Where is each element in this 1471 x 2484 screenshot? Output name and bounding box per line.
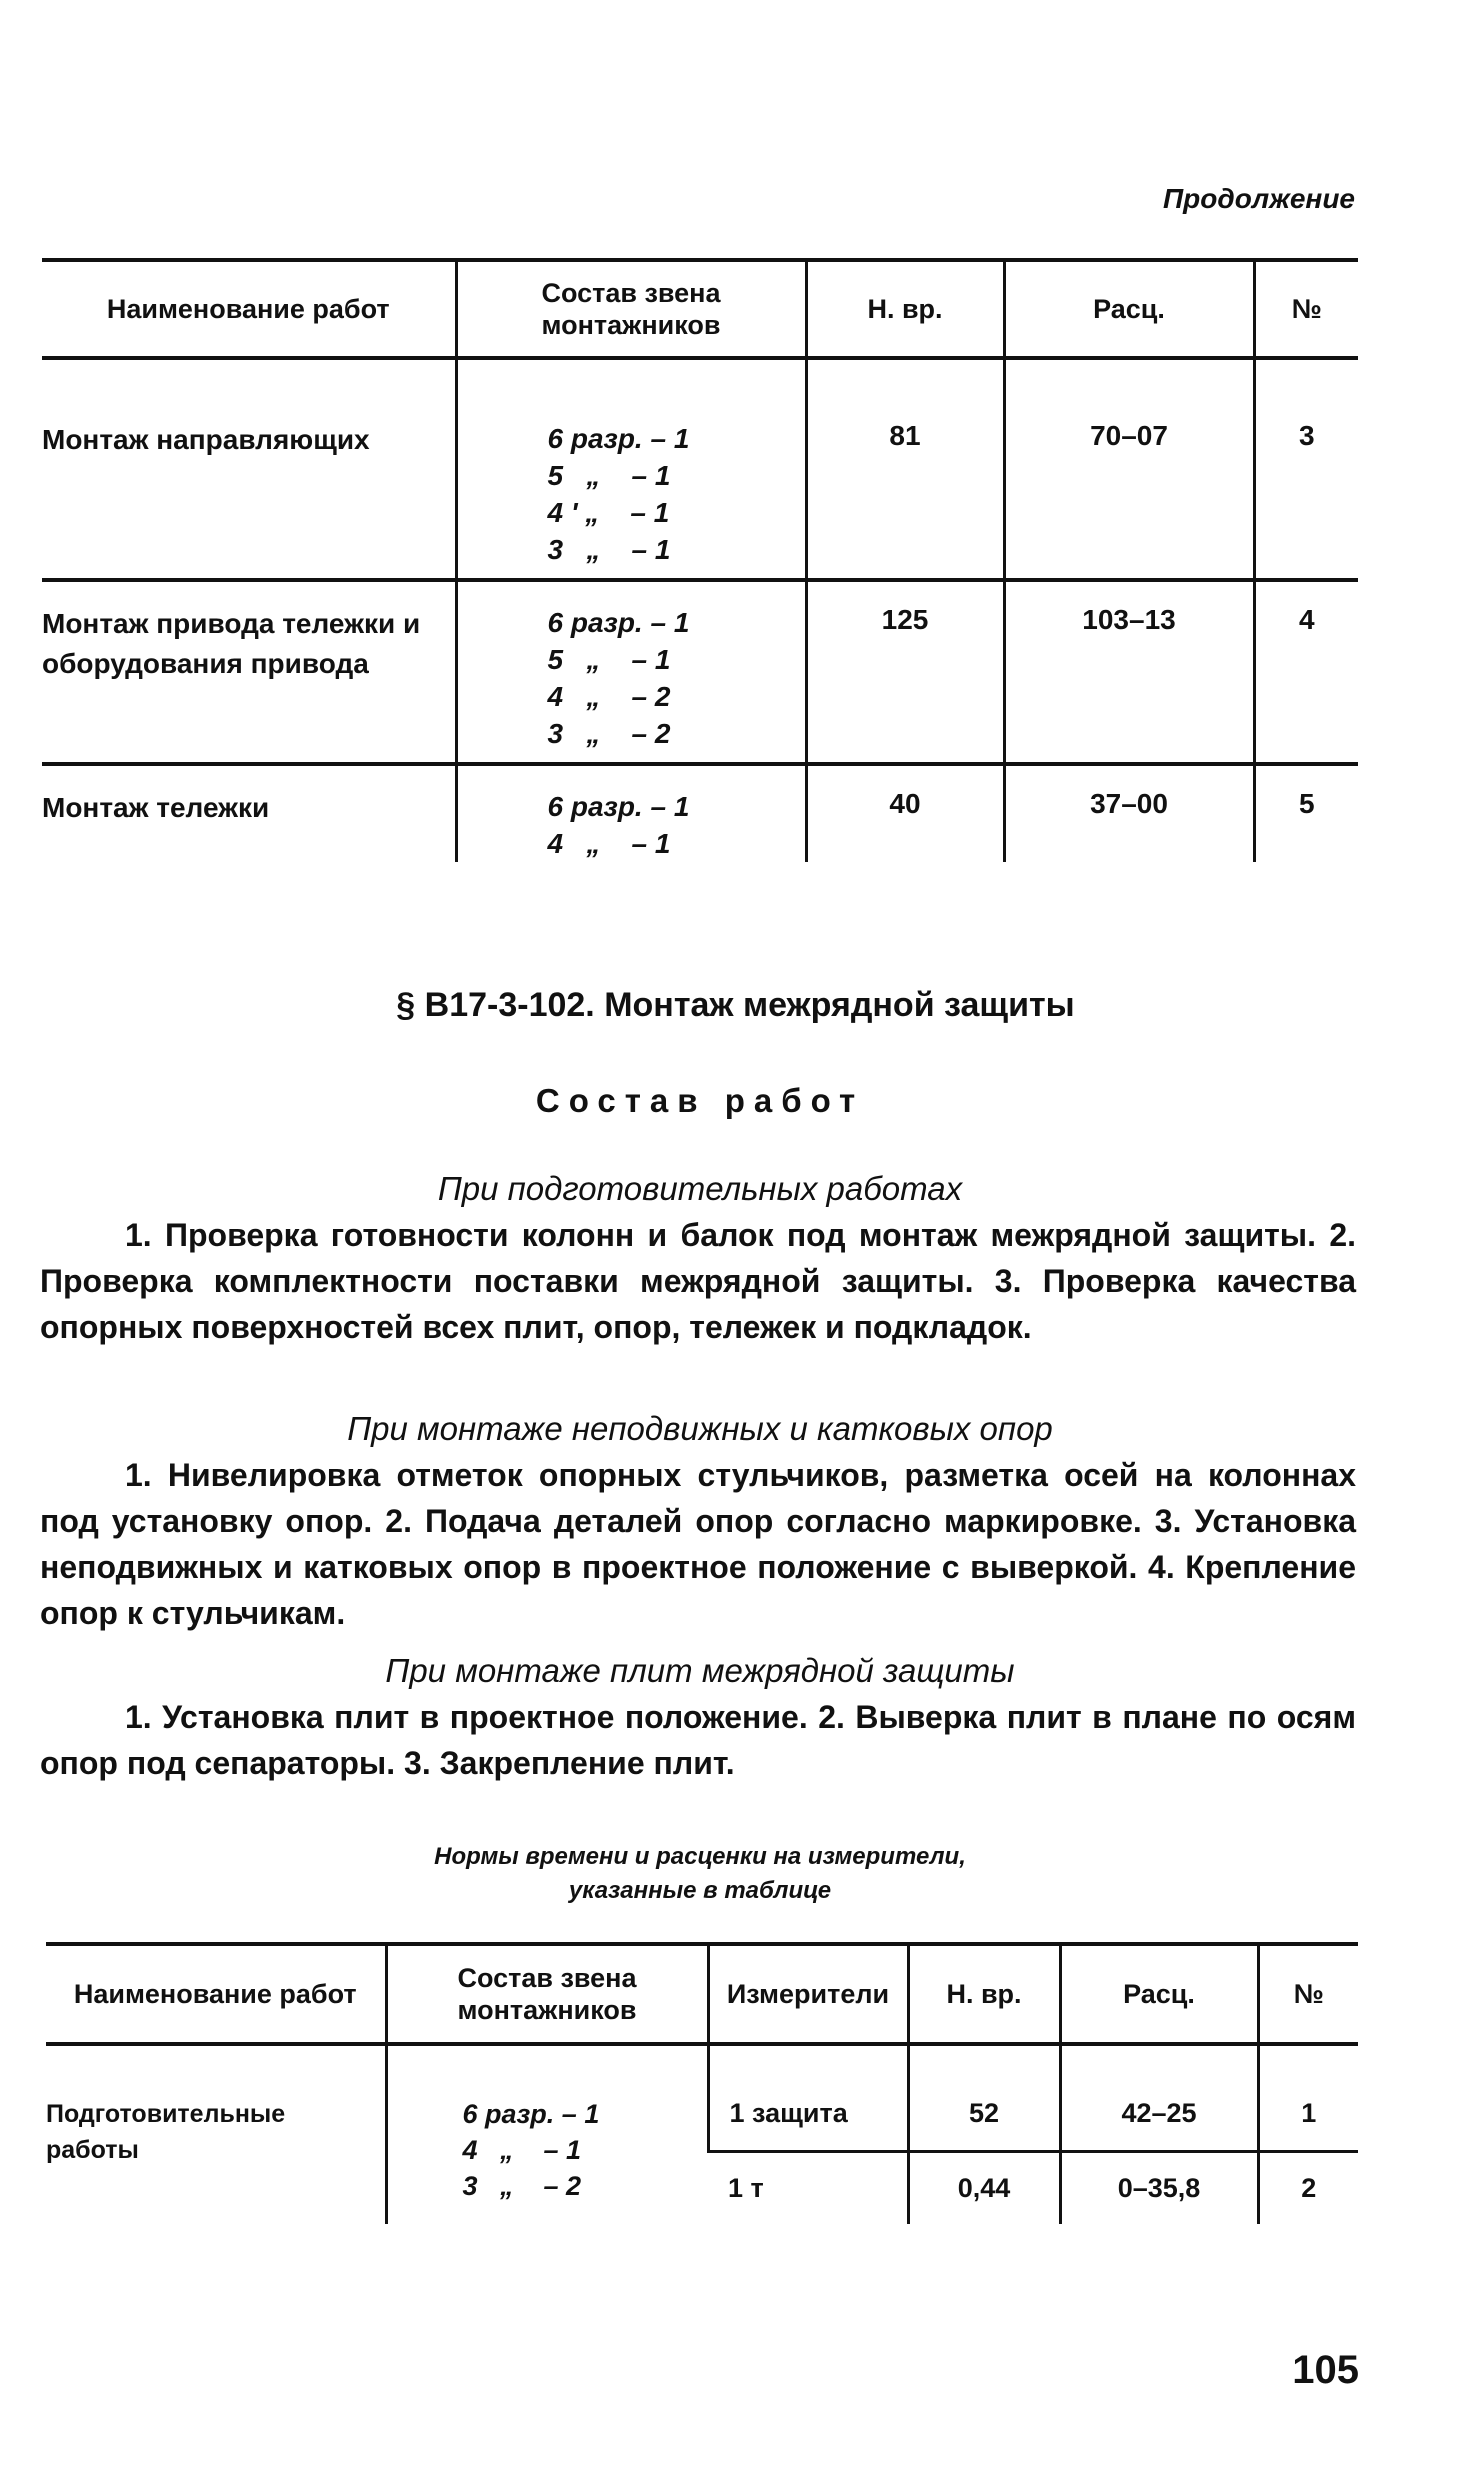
- table-row: [46, 2044, 1358, 2152]
- time-norm: 125: [806, 580, 1004, 764]
- crew-line: 6 разр. – 1: [547, 423, 690, 454]
- block-heading: При монтаже плит межрядной защиты: [385, 1652, 1015, 1689]
- block-heading: При монтаже неподвижных и катковых опор: [347, 1410, 1053, 1447]
- header-no: №: [1254, 260, 1358, 358]
- rate: 70–07: [1004, 358, 1254, 580]
- crew-line: 6 разр. – 1: [547, 791, 690, 822]
- continuation-label: Продолжение: [1163, 183, 1355, 214]
- header-crew: Состав звена монтажников: [386, 1944, 708, 2044]
- header-name: Наименование работ: [106, 294, 390, 324]
- time-norm: 40: [806, 764, 1004, 862]
- crew-composition: [386, 2044, 708, 2224]
- norms-caption-line: Нормы времени и расценки на измерители,: [434, 1843, 966, 1870]
- norms-caption-line: указанные в таблице: [568, 1877, 832, 1904]
- crew-line: 4 „ – 1: [462, 2135, 582, 2165]
- table-row: [42, 358, 1358, 580]
- header-no: №: [1258, 1944, 1358, 2044]
- measure-unit: 1 защита: [708, 2044, 908, 2152]
- table-row: [42, 580, 1358, 764]
- work-name: Подготовительные работы: [46, 2100, 286, 2164]
- block-heading: При подготовительных работах: [437, 1170, 963, 1207]
- row-number: 5: [1254, 764, 1358, 862]
- row-number: 1: [1258, 2044, 1358, 2152]
- rate: 37–00: [1004, 764, 1254, 862]
- crew-composition: [456, 358, 806, 580]
- header-norm: Н. вр.: [806, 260, 1004, 358]
- time-norm: 81: [806, 358, 1004, 580]
- header-name: Наименование работ: [73, 1979, 357, 2009]
- crew-line: 5 „ – 1: [547, 460, 671, 491]
- time-norm: 0,44: [908, 2152, 1060, 2224]
- crew-line: 3 „ – 2: [547, 718, 671, 749]
- crew-line: 3 „ – 2: [462, 2171, 582, 2201]
- row-number: 3: [1254, 358, 1358, 580]
- table-header-row: [42, 260, 1358, 358]
- section-title: § В17-3-102. Монтаж межрядной защиты: [396, 986, 1075, 1024]
- crew-line: 4 „ – 2: [547, 681, 671, 712]
- header-measures: Измерители: [708, 1944, 908, 2044]
- block-text: 1. Проверка готовности колонн и балок под монтаж межрядной защиты. 2. Проверка комплектности поставки межрядной защиты. 3. Проверка качества опорных поверхностей всех плит, опор, тележек и подкладок.: [40, 1217, 1356, 1345]
- crew-line: 6 разр. – 1: [547, 607, 690, 638]
- composition-title: Состав работ: [535, 1082, 865, 1119]
- works-table-continued: [42, 258, 1358, 862]
- work-name: Монтаж направляющих: [42, 424, 370, 455]
- row-number: 4: [1254, 580, 1358, 764]
- crew-line: 3 „ – 1: [547, 534, 671, 565]
- crew-composition: [456, 764, 806, 862]
- work-name: Монтаж привода тележки и оборудования привода: [42, 608, 421, 679]
- norms-table: [46, 1942, 1358, 2224]
- rate: 0–35,8: [1060, 2152, 1258, 2224]
- header-rate: Расц.: [1060, 1944, 1258, 2044]
- block-text: 1. Нивелировка отметок опорных стульчиков, разметка осей на колоннах под установку опор. 2. Подача деталей опор согласно маркировке. 3. Установка неподвижных и катковых опор в проектное положение с выверкой. 4. Крепление опор к стульчикам.: [40, 1457, 1356, 1631]
- time-norm: 52: [908, 2044, 1060, 2152]
- work-name: Монтаж тележки: [42, 792, 270, 823]
- row-number: 2: [1258, 2152, 1358, 2224]
- crew-line: 6 разр. – 1: [462, 2099, 600, 2129]
- page-number: 105: [1292, 2348, 1359, 2392]
- rate: 103–13: [1004, 580, 1254, 764]
- norms-caption: [0, 1840, 1400, 1908]
- rate: 42–25: [1060, 2044, 1258, 2152]
- table-row: [42, 764, 1358, 862]
- table-header-row: [46, 1944, 1358, 2044]
- block-text: 1. Установка плит в проектное положение. 2. Выверка плит в плане по осям опор под сепараторы. 3. Закрепление плит.: [40, 1699, 1356, 1781]
- crew-composition: [456, 580, 806, 764]
- header-crew: Состав звена монтажников: [456, 260, 806, 358]
- crew-line: 4 ' „ – 1: [547, 497, 670, 528]
- crew-line: 4 „ – 1: [547, 828, 671, 859]
- header-norm: Н. вр.: [908, 1944, 1060, 2044]
- header-rate: Расц.: [1004, 260, 1254, 358]
- measure-unit: 1 т: [708, 2152, 908, 2224]
- crew-line: 5 „ – 1: [547, 644, 671, 675]
